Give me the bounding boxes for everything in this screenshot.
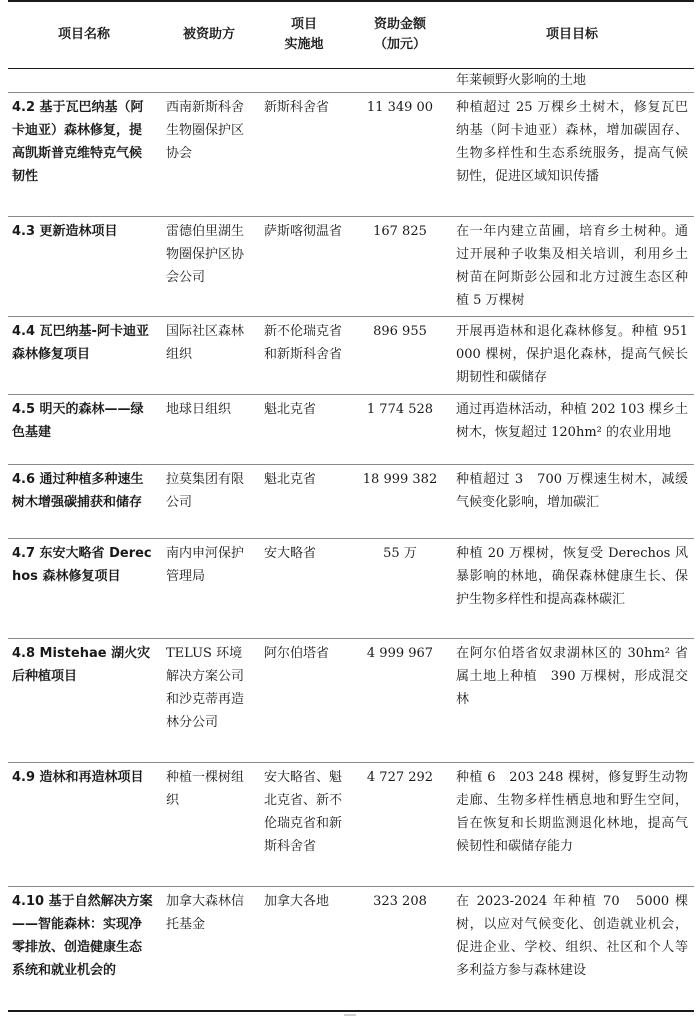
header-project-name: 项目名称 [8,1,160,69]
table-row [8,639,694,763]
cell-goal: 在 2023-2024 年种植 70 5000 棵树，以应对气候变化、创造就业机会，促进企业、学校、组织、社区和个人等多利益方参与森林建设 [450,887,694,1011]
cell-goal-continuation: 年莱顿野火影响的土地 [450,69,694,93]
cell-amount: 18 999 382 [350,465,450,539]
cell-goal: 通过再造林活动，种植 202 103 棵乡土树木，恢复超过 120hm² 的农业用地 [450,395,694,465]
cell-recipient: 西南新斯科舍生物圈保护区协会 [160,93,258,217]
cell-project-name: 4.7 东安大略省 Derechos 森林修复项目 [8,539,160,639]
cell-amount: 1 774 528 [350,395,450,465]
cell-location: 阿尔伯塔省 [258,639,350,763]
cell-project-name: 4.3 更新造林项目 [8,217,160,317]
cell-location: 加拿大各地 [258,887,350,1011]
cell-project-name: 4.2 基于瓦巴纳基（阿卡迪亚）森林修复，提高凯斯普克维特克气候韧性 [8,93,160,217]
table-header [8,1,694,69]
cell-recipient: 加拿大森林信托基金 [160,887,258,1011]
header-goal: 项目目标 [450,1,694,69]
table-row [8,465,694,539]
cell-amount: 11 349 00 [350,93,450,217]
cell-location: 新不伦瑞克省和新斯科舍省 [258,317,350,395]
cell-amount: 55 万 [350,539,450,639]
cell-goal: 种植 6 203 248 棵树，修复野生动物走廊、生物多样性栖息地和野生空间，旨在恢复和长期监测退化林地，提高气候韧性和碳储存能力 [450,763,694,887]
cell-goal: 在阿尔伯塔省奴隶湖林区的 30hm² 省属土地上种植 390 万棵树，形成混交林 [450,639,694,763]
header-location-line1: 项目 [290,17,317,32]
table-row [8,763,694,887]
table-row [8,93,694,217]
cell-amount: 4 727 292 [350,763,450,887]
header-amount [350,1,450,69]
cell-project-name: 4.6 通过种植多种速生树木增强碳捕获和储存 [8,465,160,539]
cell-empty [160,69,258,93]
cell-empty [8,69,160,93]
funding-projects-table [8,0,694,1012]
cell-amount: 167 825 [350,217,450,317]
cell-recipient: 南内申河保护管理局 [160,539,258,639]
table-row [8,217,694,317]
page-bottom-mark [344,1014,356,1016]
cell-amount: 4 999 967 [350,639,450,763]
header-amount-line1: 资助金额 [373,17,426,32]
header-location-line2: 实施地 [284,37,324,52]
cell-location: 安大略省、魁北克省、新不伦瑞克省和新斯科舍省 [258,763,350,887]
cell-project-name: 4.5 明天的森林——绿色基建 [8,395,160,465]
cell-recipient: 地球日组织 [160,395,258,465]
cell-project-name: 4.8 Mistehae 湖火灾后种植项目 [8,639,160,763]
header-amount-line2: （加元） [373,37,426,52]
cell-project-name: 4.4 瓦巴纳基-阿卡迪亚森林修复项目 [8,317,160,395]
table-row [8,317,694,395]
cell-goal: 种植超过 3 700 万棵速生树木，减缓气候变化影响，增加碳汇 [450,465,694,539]
cell-empty [350,69,450,93]
cell-location: 新斯科舍省 [258,93,350,217]
cell-recipient: 种植一棵树组织 [160,763,258,887]
table-body [8,69,694,1011]
cell-empty [258,69,350,93]
cell-recipient: TELUS 环境解决方案公司和沙克蒂再造林分公司 [160,639,258,763]
table-row [8,395,694,465]
table-row [8,887,694,1011]
cell-location: 魁北克省 [258,465,350,539]
cell-amount: 323 208 [350,887,450,1011]
table-row [8,539,694,639]
header-location [258,1,350,69]
cell-recipient: 拉莫集团有限公司 [160,465,258,539]
cell-goal: 种植 20 万棵树，恢复受 Derechos 风暴影响的林地，确保森林健康生长、保护生物多样性和提高森林碳汇 [450,539,694,639]
cell-goal: 开展再造林和退化森林修复。种植 951 000 棵树，保护退化森林，提高气候长期韧性和碳储存 [450,317,694,395]
header-recipient: 被资助方 [160,1,258,69]
cell-goal: 在一年内建立苗圃，培育乡土树种。通过开展种子收集及相关培训，利用乡土树苗在阿斯彭公园和北方过渡生态区种植 5 万棵树 [450,217,694,317]
cell-goal: 种植超过 25 万棵乡土树木，修复瓦巴纳基（阿卡迪亚）森林，增加碳固存、生物多样性和生态系统服务，提高气候韧性，促进区域知识传播 [450,93,694,217]
cell-amount: 896 955 [350,317,450,395]
cell-recipient: 雷德伯里湖生物圈保护区协会公司 [160,217,258,317]
table-row-continuation [8,69,694,93]
cell-location: 魁北克省 [258,395,350,465]
cell-project-name: 4.9 造林和再造林项目 [8,763,160,887]
cell-location: 萨斯喀彻温省 [258,217,350,317]
cell-project-name: 4.10 基于自然解决方案——智能森林：实现净零排放、创造健康生态系统和就业机会的 [8,887,160,1011]
cell-location: 安大略省 [258,539,350,639]
cell-recipient: 国际社区森林组织 [160,317,258,395]
